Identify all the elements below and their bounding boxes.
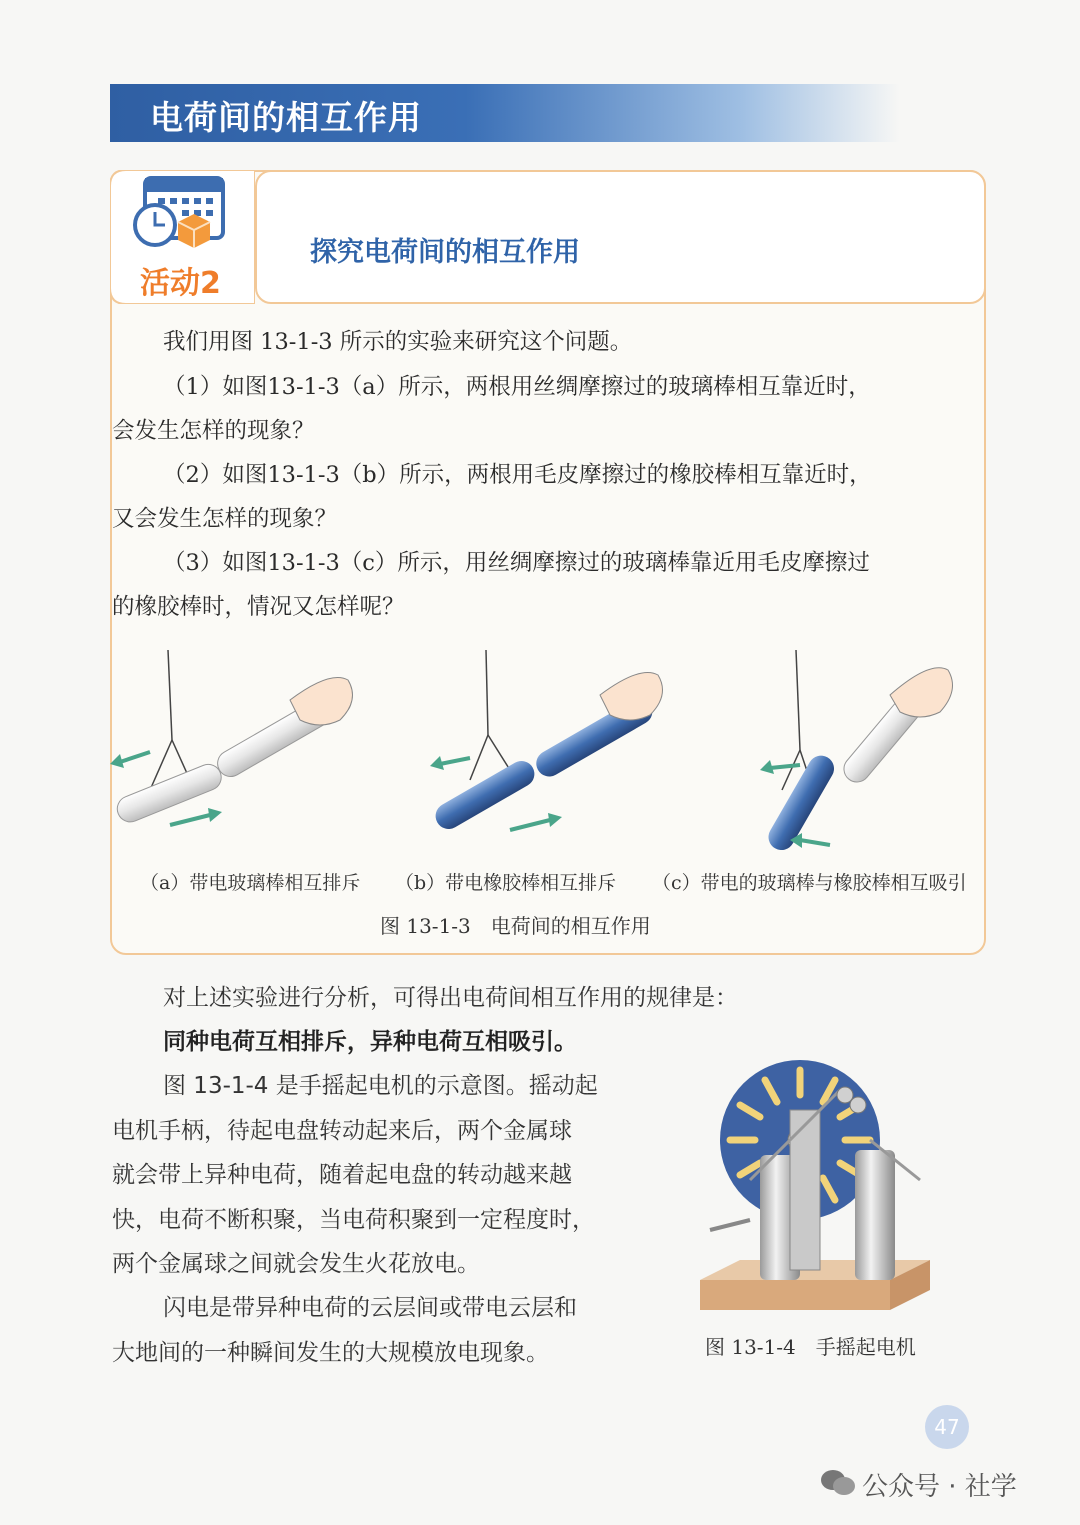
figure-13-1-3 — [110, 640, 986, 860]
p2-line1: 图 13-1-4 是手摇起电机的示意图。摇动起 — [163, 1073, 598, 1099]
section-title: 电荷间的相互作用 — [150, 98, 422, 137]
q3-line2: 的橡胶棒时，情况又怎样呢？ — [112, 594, 405, 620]
section-header — [110, 84, 900, 142]
activity-title: 探究电荷间的相互作用 — [310, 237, 580, 268]
q2-line1: （2）如图13-1-3（b）所示，两根用毛皮摩擦过的橡胶棒相互靠近时， — [163, 462, 872, 488]
q2-line2: 又会发生怎样的现象？ — [112, 506, 338, 532]
q1-line2: 会发生怎样的现象？ — [112, 418, 315, 444]
illustration-b — [430, 650, 663, 834]
illustration-a — [110, 650, 356, 826]
page-number: 47 — [925, 1405, 969, 1449]
activity-badge: 活动2 — [140, 266, 221, 301]
charge-rule: 同种电荷互相排斥，异种电荷互相吸引。 — [163, 1029, 577, 1055]
intro-text: 我们用图 13-1-3 所示的实验来研究这个问题。 — [163, 329, 633, 355]
caption-c: （c）带电的玻璃棒与橡胶棒相互吸引 — [652, 872, 967, 894]
caption-b: （b）带电橡胶棒相互排斥 — [395, 872, 617, 894]
p2-line5: 两个金属球之间就会发生火花放电。 — [112, 1251, 480, 1277]
wechat-icon — [820, 1468, 856, 1498]
p3-line2: 大地间的一种瞬间发生的大规模放电现象。 — [112, 1340, 549, 1366]
q3-line1: （3）如图13-1-3（c）所示，用丝绸摩擦过的玻璃棒靠近用毛皮摩擦过 — [163, 550, 870, 576]
figure-13-1-4 — [690, 1050, 940, 1320]
p2-line4: 快，电荷不断积聚，当电荷积聚到一定程度时， — [112, 1207, 595, 1233]
analysis-text: 对上述实验进行分析，可得出电荷间相互作用的规律是： — [163, 985, 738, 1011]
watermark-text: 公众号 · 社学 — [862, 1472, 1017, 1502]
p2-line2: 电机手柄，待起电盘转动起来后，两个金属球 — [112, 1118, 572, 1144]
illustration-c — [760, 650, 953, 855]
p3-line1: 闪电是带异种电荷的云层间或带电云层和 — [163, 1295, 577, 1321]
p2-line3: 就会带上异种电荷，随着起电盘的转动越来越 — [112, 1162, 572, 1188]
figure-title: 图 13-1-3 电荷间的相互作用 — [380, 914, 651, 938]
caption-a: （a）带电玻璃棒相互排斥 — [140, 872, 361, 894]
q1-line1: （1）如图13-1-3（a）所示，两根用丝绸摩擦过的玻璃棒相互靠近时， — [163, 374, 871, 400]
figure-2-caption: 图 13-1-4 手摇起电机 — [705, 1335, 916, 1359]
